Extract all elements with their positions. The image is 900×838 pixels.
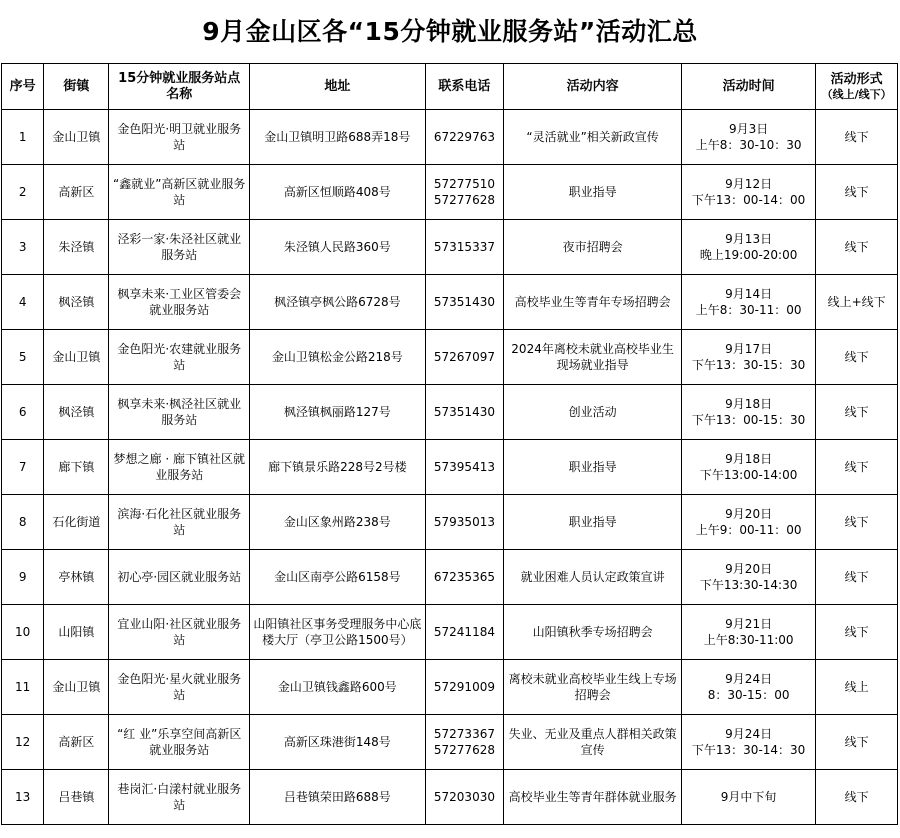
cell-time: [681, 165, 815, 220]
cell-phone-line: 57351430: [433, 405, 495, 419]
cell-time-line: 上午9：00-11：00: [695, 523, 802, 537]
cell-phone: [425, 660, 504, 715]
page-title: 9月金山区各“15分钟就业服务站”活动汇总: [202, 17, 698, 46]
cell-time: [681, 220, 815, 275]
table-row: [2, 660, 898, 715]
cell-phone: [425, 385, 504, 440]
cell-address: 枫泾镇亭枫公路6728号: [250, 275, 426, 330]
cell-town: 吕巷镇: [44, 770, 109, 825]
cell-content: 失业、无业及重点人群相关政策宣传: [504, 715, 682, 770]
cell-time-line: 9月3日: [728, 122, 769, 136]
table-row: [2, 550, 898, 605]
cell-time-line: 下午13：30-14：30: [691, 743, 806, 757]
cell-no: 10: [2, 605, 44, 660]
cell-no: 8: [2, 495, 44, 550]
cell-phone-line: 57203030: [433, 790, 495, 804]
cell-time: [681, 550, 815, 605]
header-form: [816, 64, 898, 110]
cell-no: 5: [2, 330, 44, 385]
cell-content: “灵活就业”相关新政宣传: [504, 110, 682, 165]
header-no: 序号: [2, 64, 44, 110]
cell-town: 枫泾镇: [44, 275, 109, 330]
cell-form: 线下: [816, 715, 898, 770]
cell-station: 枫享未来·枫泾社区就业服务站: [109, 385, 250, 440]
cell-form: 线下: [816, 110, 898, 165]
cell-phone: [425, 275, 504, 330]
cell-town: 廊下镇: [44, 440, 109, 495]
cell-content: 就业困难人员认定政策宣讲: [504, 550, 682, 605]
cell-no: 13: [2, 770, 44, 825]
cell-time: [681, 385, 815, 440]
cell-phone: [425, 330, 504, 385]
table-row: [2, 220, 898, 275]
cell-town: 枫泾镇: [44, 385, 109, 440]
cell-no: 2: [2, 165, 44, 220]
cell-phone-line: 67229763: [433, 130, 495, 144]
cell-content: 山阳镇秋季专场招聘会: [504, 605, 682, 660]
table-row: [2, 385, 898, 440]
cell-content: 职业指导: [504, 165, 682, 220]
cell-station: “红 业”乐享空间高新区就业服务站: [109, 715, 250, 770]
cell-town: 高新区: [44, 715, 109, 770]
cell-content: 高校毕业生等青年专场招聘会: [504, 275, 682, 330]
cell-content: 职业指导: [504, 495, 682, 550]
cell-station: 宜业山阳·社区就业服务站: [109, 605, 250, 660]
cell-town: 金山卫镇: [44, 330, 109, 385]
cell-no: 1: [2, 110, 44, 165]
table-row: [2, 165, 898, 220]
cell-content: 2024年离校未就业高校毕业生现场就业指导: [504, 330, 682, 385]
cell-time-line: 9月17日: [725, 342, 773, 356]
cell-form: 线下: [816, 385, 898, 440]
cell-time: [681, 660, 815, 715]
cell-time-line: 9月24日: [725, 672, 773, 686]
cell-time-line: 9月18日: [725, 397, 773, 411]
cell-phone: [425, 440, 504, 495]
cell-phone-line: 57351430: [433, 295, 495, 309]
cell-time-line: 9月20日: [725, 507, 773, 521]
cell-time: [681, 330, 815, 385]
cell-time: [681, 440, 815, 495]
cell-time-line: 9月14日: [725, 287, 773, 301]
cell-town: 石化街道: [44, 495, 109, 550]
cell-phone-line: 57267097: [433, 350, 495, 364]
cell-form: 线下: [816, 605, 898, 660]
table-row: [2, 495, 898, 550]
header-time: 活动时间: [681, 64, 815, 110]
cell-form: 线下: [816, 220, 898, 275]
cell-no: 9: [2, 550, 44, 605]
cell-time: [681, 275, 815, 330]
cell-time-line: 晚上19:00-20:00: [699, 248, 798, 262]
cell-no: 7: [2, 440, 44, 495]
cell-phone: [425, 770, 504, 825]
cell-town: 朱泾镇: [44, 220, 109, 275]
cell-time-line: 9月18日: [725, 452, 773, 466]
header-form-sub: （线上/线下）: [821, 88, 892, 101]
cell-address: 山阳镇社区事务受理服务中心底楼大厅（亭卫公路1500号）: [250, 605, 426, 660]
cell-station: 初心亭·园区就业服务站: [109, 550, 250, 605]
table-body: [2, 110, 898, 825]
cell-phone-line: 57277628: [433, 193, 495, 207]
cell-time-line: 9月13日: [725, 232, 773, 246]
cell-town: 金山卫镇: [44, 660, 109, 715]
cell-phone-line: 57291009: [433, 680, 495, 694]
cell-town: 高新区: [44, 165, 109, 220]
cell-address: 高新区珠港街148号: [250, 715, 426, 770]
cell-content: 夜市招聘会: [504, 220, 682, 275]
cell-station: 金色阳光·星火就业服务站: [109, 660, 250, 715]
cell-station: “鑫就业”高新区就业服务站: [109, 165, 250, 220]
header-station: 15分钟就业服务站点名称: [109, 64, 250, 110]
cell-phone: [425, 220, 504, 275]
cell-form: 线上: [816, 660, 898, 715]
cell-phone-line: 57273367: [433, 727, 495, 741]
cell-form: 线下: [816, 440, 898, 495]
cell-time: [681, 110, 815, 165]
cell-form: 线下: [816, 550, 898, 605]
table-row: [2, 110, 898, 165]
cell-time-line: 上午8：30-10：30: [695, 138, 802, 152]
cell-address: 朱泾镇人民路360号: [250, 220, 426, 275]
cell-phone: [425, 495, 504, 550]
cell-no: 11: [2, 660, 44, 715]
cell-town: 金山卫镇: [44, 110, 109, 165]
cell-form: 线下: [816, 495, 898, 550]
activity-table: [1, 63, 898, 825]
cell-time-line: 上午8:30-11:00: [703, 633, 794, 647]
cell-phone-line: 57277510: [433, 177, 495, 191]
cell-phone-line: 57241184: [433, 625, 495, 639]
cell-time-line: 下午13：00-15：30: [691, 413, 806, 427]
table-row: [2, 330, 898, 385]
cell-station: 巷岗汇·白漾村就业服务站: [109, 770, 250, 825]
cell-time: [681, 495, 815, 550]
cell-address: 高新区恒顺路408号: [250, 165, 426, 220]
cell-station: 滨海·石化社区就业服务站: [109, 495, 250, 550]
cell-phone-line: 67235365: [433, 570, 495, 584]
header-phone: 联系电话: [425, 64, 504, 110]
cell-phone-line: 57935013: [433, 515, 495, 529]
table-header-row: [2, 64, 898, 110]
table-row: [2, 440, 898, 495]
header-content: 活动内容: [504, 64, 682, 110]
cell-form: 线下: [816, 165, 898, 220]
cell-phone: [425, 550, 504, 605]
table-row: [2, 275, 898, 330]
cell-no: 3: [2, 220, 44, 275]
cell-address: 枫泾镇枫丽路127号: [250, 385, 426, 440]
cell-station: 梦想之廊 · 廊下镇社区就业服务站: [109, 440, 250, 495]
cell-town: 亭林镇: [44, 550, 109, 605]
cell-address: 金山区南亭公路6158号: [250, 550, 426, 605]
cell-time-line: 9月20日: [725, 562, 773, 576]
cell-address: 金山区象州路238号: [250, 495, 426, 550]
cell-time: [681, 715, 815, 770]
header-form-label: 活动形式: [830, 72, 883, 87]
cell-no: 4: [2, 275, 44, 330]
cell-no: 12: [2, 715, 44, 770]
cell-phone: [425, 110, 504, 165]
cell-phone: [425, 165, 504, 220]
cell-form: 线上+线下: [816, 275, 898, 330]
header-address: 地址: [250, 64, 426, 110]
cell-time-line: 9月中下旬: [720, 790, 777, 804]
cell-time-line: 下午13：00-14：00: [691, 193, 806, 207]
cell-time: [681, 770, 815, 825]
cell-no: 6: [2, 385, 44, 440]
cell-phone-line: 57277628: [433, 743, 495, 757]
table-row: [2, 605, 898, 660]
cell-time: [681, 605, 815, 660]
cell-form: 线下: [816, 330, 898, 385]
cell-time-line: 下午13:00-14:00: [699, 468, 798, 482]
cell-address: 吕巷镇荣田路688号: [250, 770, 426, 825]
cell-address: 金山卫镇钱鑫路600号: [250, 660, 426, 715]
cell-content: 创业活动: [504, 385, 682, 440]
cell-phone: [425, 605, 504, 660]
cell-time-line: 下午13:30-14:30: [699, 578, 798, 592]
cell-station: 金色阳光·明卫就业服务站: [109, 110, 250, 165]
cell-phone-line: 57395413: [433, 460, 495, 474]
cell-content: 职业指导: [504, 440, 682, 495]
cell-station: 泾彩一家·朱泾社区就业服务站: [109, 220, 250, 275]
cell-time-line: 上午8：30-11：00: [695, 303, 802, 317]
header-town: 街镇: [44, 64, 109, 110]
cell-phone-line: 57315337: [433, 240, 495, 254]
cell-station: 金色阳光·农建就业服务站: [109, 330, 250, 385]
cell-content: 高校毕业生等青年群体就业服务: [504, 770, 682, 825]
cell-form: 线下: [816, 770, 898, 825]
cell-phone: [425, 715, 504, 770]
cell-address: 金山卫镇明卫路688弄18号: [250, 110, 426, 165]
cell-content: 离校未就业高校毕业生线上专场招聘会: [504, 660, 682, 715]
table-row: [2, 715, 898, 770]
table-row: [2, 770, 898, 825]
cell-station: 枫享未来·工业区管委会就业服务站: [109, 275, 250, 330]
cell-address: 廊下镇景乐路228号2号楼: [250, 440, 426, 495]
cell-time-line: 9月24日: [725, 727, 773, 741]
cell-town: 山阳镇: [44, 605, 109, 660]
cell-time-line: 8：30-15：00: [707, 688, 790, 702]
cell-time-line: 9月21日: [725, 617, 773, 631]
cell-time-line: 下午13：30-15：30: [691, 358, 806, 372]
cell-time-line: 9月12日: [725, 177, 773, 191]
cell-address: 金山卫镇松金公路218号: [250, 330, 426, 385]
